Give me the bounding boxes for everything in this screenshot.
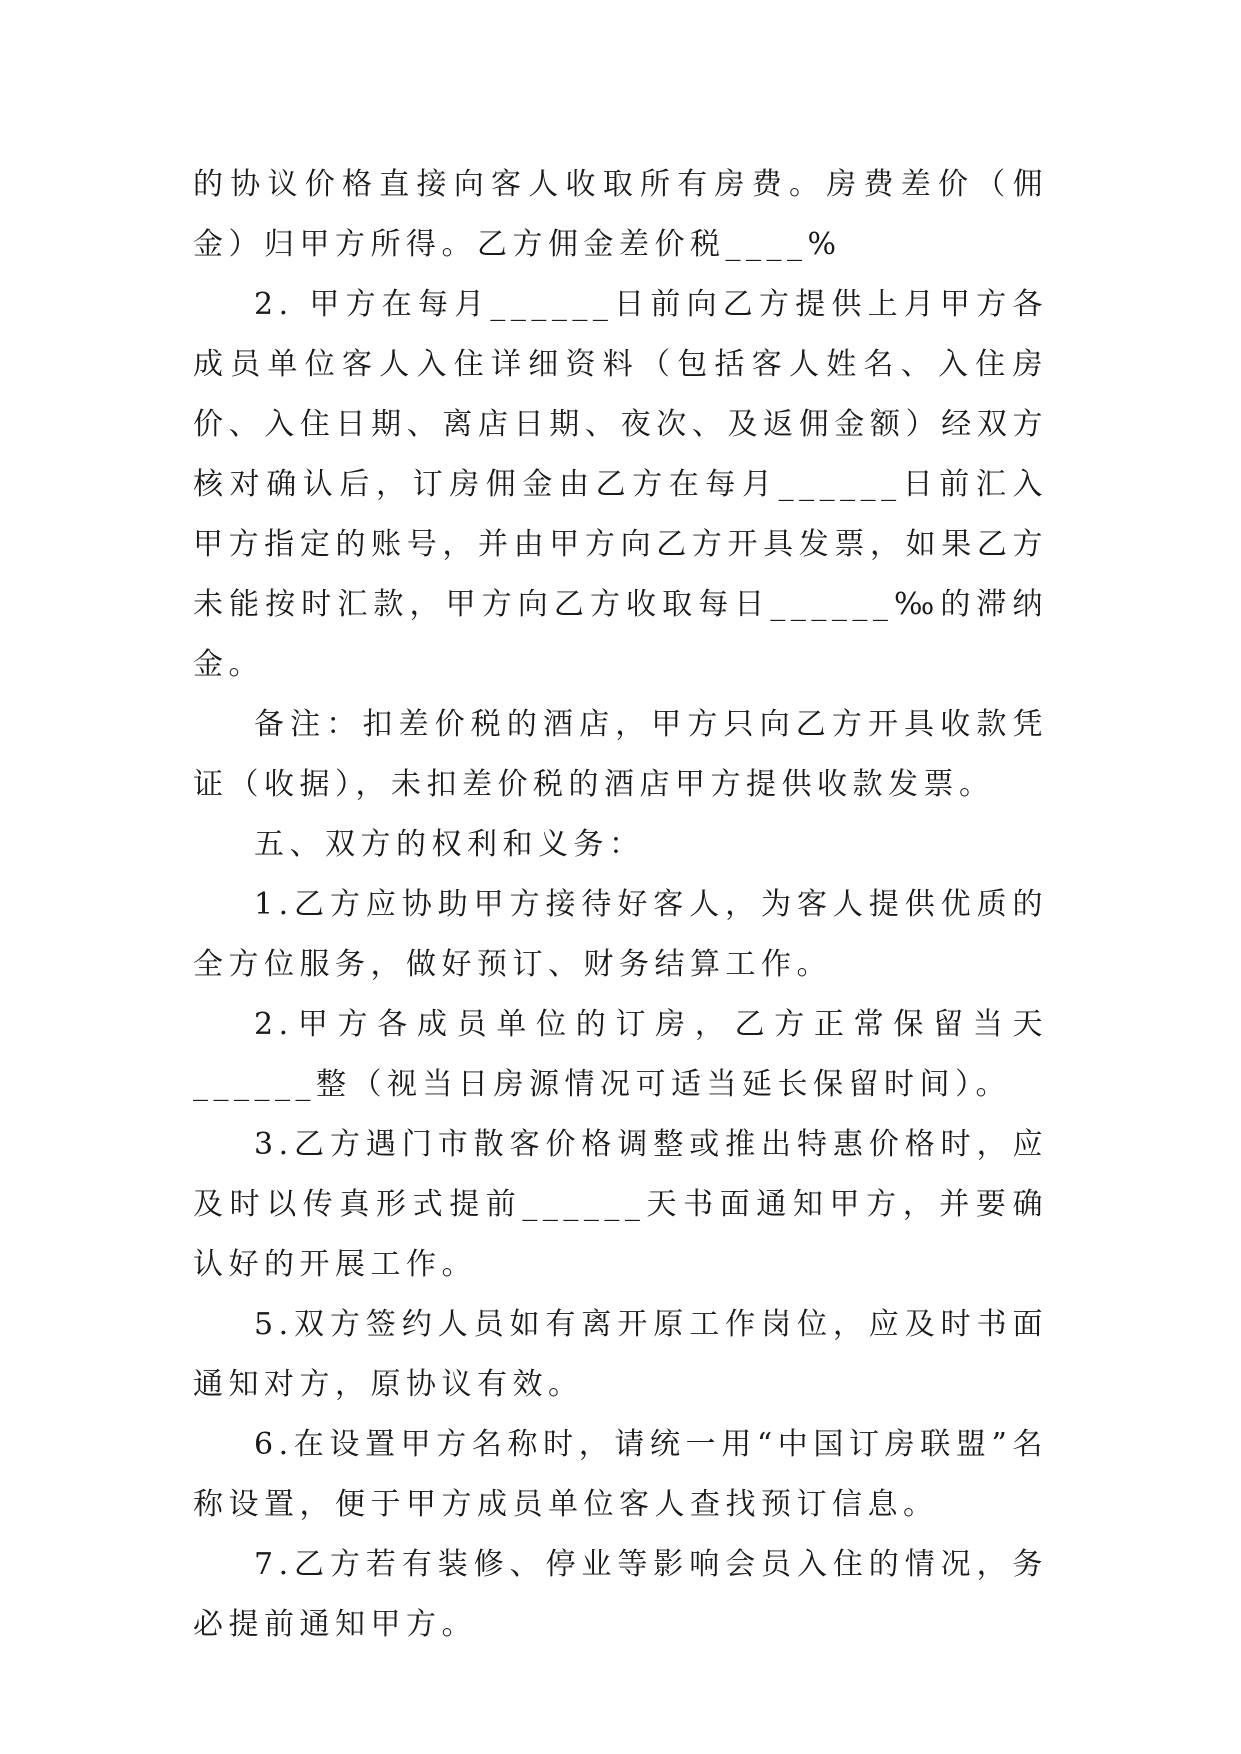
- paragraph-item-3: 3.乙方遇门市散客价格调整或推出特惠价格时，应及时以传真形式提前______天书面通知甲方，并要确认好的开展工作。: [193, 1127, 1048, 1282]
- paragraph-item-2: 2.甲方各成员单位的订房，乙方正常保留当天______整（视当日房源情况可适当延长保留时间）。: [193, 1007, 1048, 1102]
- paragraph-item-7: 7.乙方若有装修、停业等影响会员入住的情况，务必提前通知甲方。: [193, 1547, 1048, 1642]
- paragraph-clause-2-settlement: 2. 甲方在每月______日前向乙方提供上月甲方各成员单位客人入住详细资料（包括客人姓名、入住房价、入住日期、离店日期、夜次、及返佣金额）经双方核对确认后，订房佣金由乙方在每月______日前汇入甲方指定的账号，并由甲方向乙方开具发票，如果乙方未能按时汇款，甲方向乙方收取每日______‰的滞纳金。: [193, 287, 1048, 682]
- section-heading-rights-obligations: 五、双方的权利和义务：: [254, 827, 645, 862]
- paragraph-item-1: 1.乙方应协助甲方接待好客人，为客人提供优质的全方位服务，做好预订、财务结算工作。: [193, 887, 1048, 982]
- paragraph-commission-continuation: 的协议价格直接向客人收取所有房费。房费差价（佣金）归甲方所得。乙方佣金差价税____%: [193, 167, 1048, 262]
- paragraph-remark: 备注：扣差价税的酒店，甲方只向乙方开具收款凭证（收据），未扣差价税的酒店甲方提供收款发票。: [193, 707, 1048, 802]
- paragraph-item-5: 5.双方签约人员如有离开原工作岗位，应及时书面通知对方，原协议有效。: [193, 1307, 1048, 1402]
- document-body: [193, 155, 1048, 1655]
- paragraph-item-6: 6.在设置甲方名称时，请统一用“中国订房联盟”名称设置，便于甲方成员单位客人查找预订信息。: [193, 1427, 1048, 1522]
